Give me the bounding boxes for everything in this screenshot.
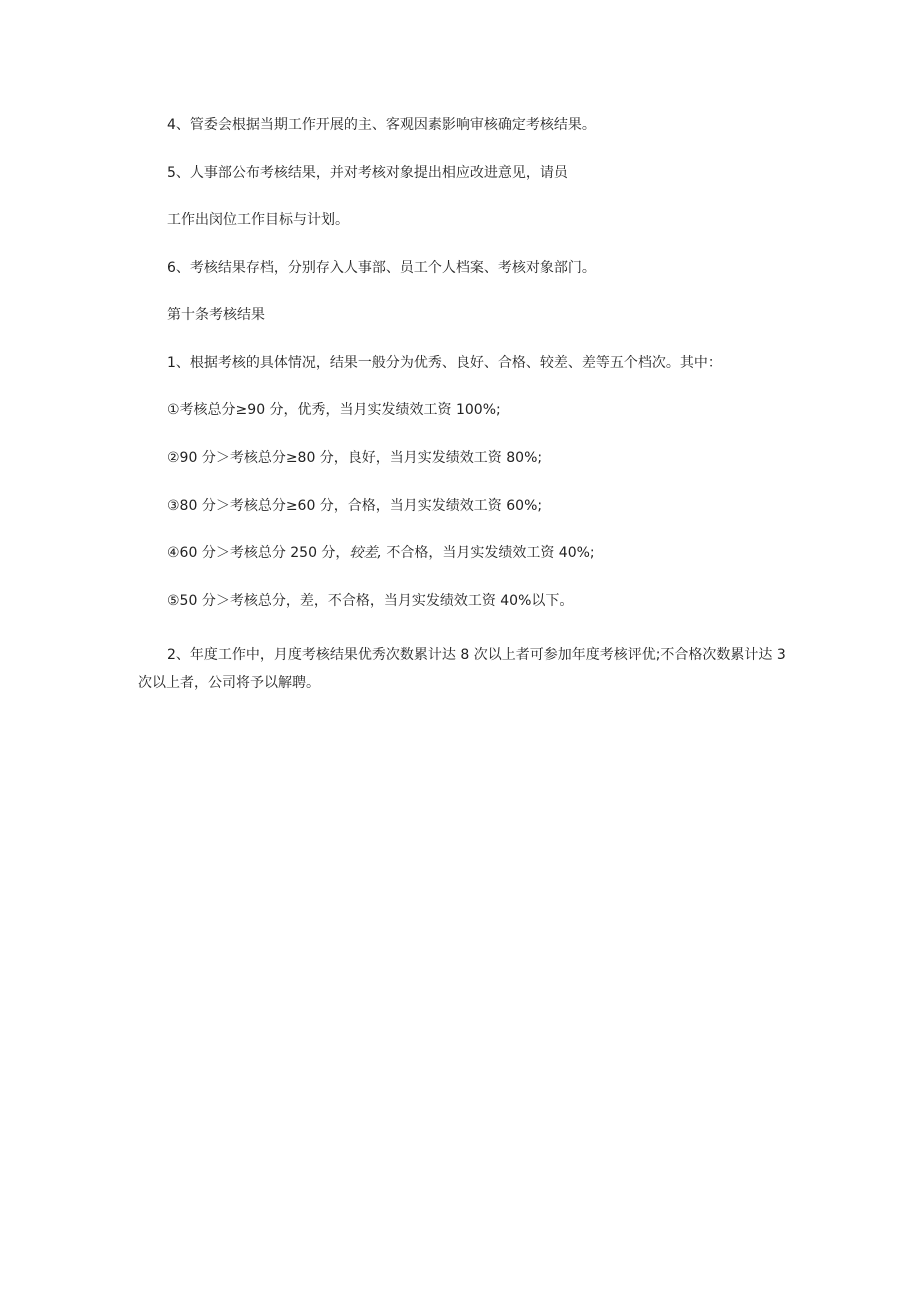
grade-item-poor-italic: 较差, [349, 545, 382, 561]
paragraph-item-5-continued: 工作出闵位工作目标与计划。 [167, 212, 349, 228]
paragraph-annual-rule: 2、年度工作中，月度考核结果优秀次数累计达 8 次以上者可参加年度考核评优;不合格次数累计达 3 次以上者，公司将予以解聘。 [138, 647, 786, 691]
grade-item-poor [167, 543, 595, 563]
paragraph-item-6: 6、考核结果存档，分别存入人事部、员工个人档案、考核对象部门。 [167, 260, 596, 276]
grade-item-good: ②90 分＞考核总分≥80 分，良好，当月实发绩效工资 80%; [167, 450, 543, 466]
paragraph-result-intro: 1、根据考核的具体情况，结果一般分为优秀、良好、合格、较差、差等五个档次。其中： [167, 355, 722, 371]
grade-item-pass: ③80 分＞考核总分≥60 分，合格，当月实发绩效工资 60%; [167, 498, 543, 514]
paragraph-item-4: 4、管委会根据当期工作开展的主、客观因素影响审核确定考核结果。 [167, 117, 596, 133]
grade-item-bad: ⑤50 分＞考核总分，差，不合格，当月实发绩效工资 40%以下。 [167, 593, 574, 609]
grade-item-excellent: ①考核总分≥90 分，优秀，当月实发绩效工资 100%; [167, 402, 501, 418]
grade-item-poor-before: ④60 分＞考核总分 250 分， [167, 545, 350, 561]
grade-item-poor-after: 不合格，当月实发绩效工资 40%; [381, 545, 595, 561]
paragraph-item-5: 5、人事部公布考核结果，并对考核对象提出相应改进意见，请员 [167, 165, 568, 181]
section-heading: 第十条考核结果 [167, 307, 265, 323]
